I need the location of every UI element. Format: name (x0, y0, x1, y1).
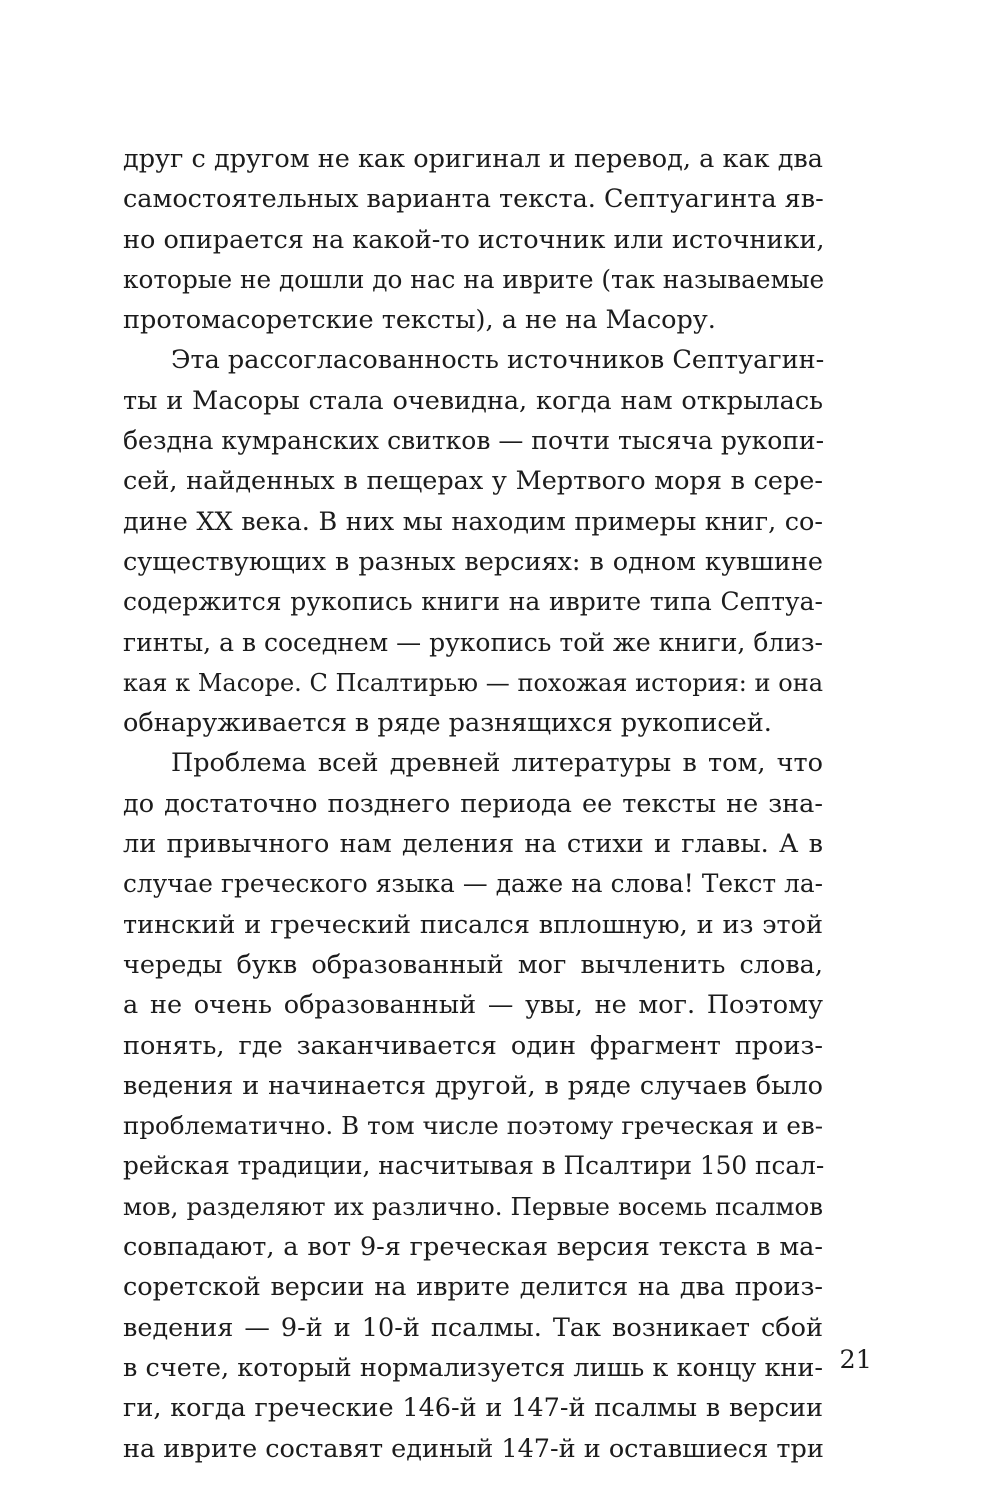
paragraph-start-line: Эта рассогласованность источников Септуагин- (171, 345, 825, 376)
text-line: совпадают, а вот 9-я греческая версия текста в ма- (123, 1232, 823, 1263)
text-line: самостоятельных варианта текста. Септуагинта яв- (123, 184, 824, 215)
text-line: ведения и начинается другой, в ряде случаев было (123, 1070, 823, 1101)
text-line: дине XX века. В них мы находим примеры книг, со- (123, 506, 823, 537)
text-line: ги, когда греческие 146-й и 147-й псалмы в версии (123, 1393, 823, 1424)
text-line: кая к Масоре. С Псалтирью — похожая история: и она (123, 668, 823, 697)
text-line: в счете, который нормализуется лишь к концу кни- (123, 1352, 823, 1383)
text-line: существующих в разных версиях: в одном кувшине (123, 546, 823, 577)
text-line: но опирается на какой-то источник или источники, (123, 224, 825, 255)
paragraph-start-line: Проблема всей древней литературы в том, что (171, 748, 823, 779)
text-line: мов, разделяют их различно. Первые восемь псалмов (123, 1191, 823, 1221)
text-line: а не очень образованный — увы, не мог. Поэтому (123, 990, 823, 1021)
body-text (123, 139, 823, 1469)
text-line: ты и Масоры стала очевидна, когда нам открылась (123, 385, 823, 416)
page-number: 21 (839, 1345, 872, 1375)
text-line: череды букв образованный мог вычленить слова, (123, 949, 823, 980)
text-line: тинский и греческий писался вплошную, и из этой (123, 909, 823, 940)
text-line: ли привычного нам деления на стихи и главы. А в (123, 829, 823, 860)
text-line: понять, где заканчивается один фрагмент произ- (123, 1030, 823, 1061)
text-line: обнаруживается в ряде разнящихся рукописей. (123, 708, 772, 739)
text-line: до достаточно позднего периода ее тексты не зна- (123, 788, 823, 819)
text-line: сей, найденных в пещерах у Мертвого моря в сере- (123, 466, 823, 497)
text-line: случае греческого языка — даже на слова! Текст ла- (123, 869, 823, 899)
text-line: бездна кумранских свитков — почти тысяча рукопи- (123, 426, 825, 456)
text-line: рейская традиции, насчитывая в Псалтири 150 псал- (123, 1151, 825, 1181)
text-line: гинты, а в соседнем — рукопись той же книги, близ- (123, 627, 823, 657)
text-line: ведения — 9-й и 10-й псалмы. Так возникает сбой (123, 1312, 823, 1343)
text-line: друг с другом не как оригинал и перевод, а как два (123, 144, 823, 174)
text-line: протомасоретские тексты), а не на Масору. (123, 305, 716, 336)
text-line: проблематично. В том числе поэтому греческая и ев- (123, 1111, 823, 1141)
text-line: соретской версии на иврите делится на два произ- (123, 1272, 823, 1303)
text-line: содержится рукопись книги на иврите типа Септуа- (123, 587, 823, 617)
text-line: на иврите составят единый 147-й и оставшиеся три (123, 1433, 824, 1464)
text-line: которые не дошли до нас на иврите (так называемые (123, 264, 825, 294)
